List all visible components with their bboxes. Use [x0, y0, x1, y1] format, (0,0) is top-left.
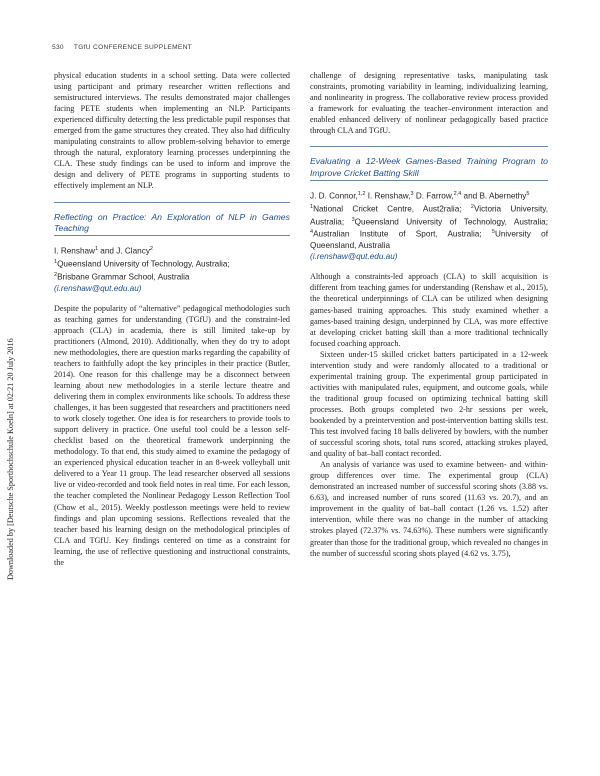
- author-email[interactable]: (i.renshaw@qut.edu.au): [310, 252, 398, 262]
- abstract-title: Reflecting on Practice: An Exploration of NLP in Games Teaching: [54, 211, 290, 234]
- abstract-continuation: physical education students in a school setting. Data were collected using participant and primary researcher written reflections and semistructured interviews. The results demonstrated major challenges facing PETE students when implementing an NLP. Participants experienced difficulty detecting the less predictable pupil responses that emerged from the game structures they created. They also had difficulty manipulating constraints to allow problem-solving behavior to emerge through the natural, exploratory learning processes underpinning the CLA. These study findings can be used to inform and improve the design and delivery of PETE programs in supporting students to effectively implement an NLP.: [54, 71, 290, 191]
- abstract-paragraph: An analysis of variance was used to examine between- and within-group differences over time. The experimental group (CLA) demonstrated an increased number of successful scoring shots (3.88 vs. 6.63), and increased number of runs scored (11.63 vs. 20.7), and an improvement in the quality of bat–ball contact (1.26 vs. 1.52) after intervention, while there was no change in the number of attacking strokes played (72.37% vs. 74.63%). These numbers were significantly greater than those for the traditional group, which revealed no changes in the number of successful scoring shots played (4.62 vs. 3.75),: [310, 460, 548, 558]
- running-header: [52, 44, 192, 51]
- download-note: Downloaded by [Deutsche Sporthochschule Koeln] at 02:21 20 July 2016: [6, 338, 15, 580]
- abstract-body: Despite the popularity of “alternative” pedagogical methodologies such as teaching games for understanding (TGfU) and the constraint-led approach (CLA) in academia, there is still limited take-up by practitioners (Almond, 2010). Additionally, when they do try to adopt new methodologies, there are question marks regarding the capability of teachers to faithfully adopt the key principles in their practice (Butler, 2014). One reason for this challenge may be a disconnect between learning about new methodologies in a sterile lecture theatre and delivering them in complex environments like schools. To address these challenges, it has been suggested that researchers and practitioners need to work closely together. One idea is for researchers to provide tools to support delivery in practice. One useful tool could be a lesson self-checklist based on the theoretical framework underpinning the methodology. To that end, this study aimed to examine the pedagogy of an experienced physical education teacher in an 8-week volleyball unit delivered to a Year 11 group. The lead researcher observed all sessions live or video-recorded and took field notes in real time. For each lesson, the teacher completed the Nonlinear Pedagogy Lesson Reflection Tool (Chow et al., 2015). Weekly postlesson meetings were held to review findings and plan upcoming sessions. Reflections revealed that the teacher based his learning design on the methodological principles of CLA and TGfU. Key findings centered on time as a constraint for learning, the use of reflective questioning and instructional constraints, the: [54, 303, 290, 567]
- abstract-paragraph: Although a constraints-led approach (CLA) to skill acquisition is different from teaching games for understanding (Renshaw et al., 2015), the theoretical underpinnings of CLA can be utilized when designing games-based training approaches. This study examined whether a games-based training design, underpinned by CLA, was more effective at developing cricket batting skill than a more traditional technically focused coaching approach.: [310, 272, 548, 348]
- running-title: TGfU CONFERENCE SUPPLEMENT: [73, 44, 192, 51]
- affiliation: $^1$Queensland University of Technology, Australia;: [54, 258, 230, 269]
- left-column: [54, 70, 290, 568]
- affiliations: $^1$National Cricket Centre, Aust2ralia; $^2$Victoria University, Australia; $^3$Queensland University of Technology, Australia; $^4$Australian Institute of Sport, Australia; $^5$University of Queensland, Australia: [310, 203, 548, 251]
- page-number: 530: [52, 44, 64, 51]
- right-column: [310, 70, 548, 559]
- abstract-continuation: challenge of designing representative tasks, manipulating task constraints, promoting variability in learning, individualizing learning, and nonlinearity in progress. The collaborative review process provided a framework for evaluating the teacher–environment interaction and enabled enhanced delivery of nonlinear pedagogically based practice through CLA and TGfU.: [310, 71, 548, 136]
- author-list: J. D. Connor,$^{1,2}$ I. Renshaw,$^3$ D. Farrow,$^{2,4}$ and B. Abernethy$^5$: [310, 190, 530, 201]
- author-list: I. Renshaw$^1$ and J. Clancy$^2$: [54, 246, 153, 256]
- abstract-title: Evaluating a 12-Week Games-Based Training Program to Improve Cricket Batting Skill: [310, 156, 548, 179]
- download-watermark: [6, 250, 20, 580]
- author-email[interactable]: (i.renshaw@qut.edu.au): [54, 283, 142, 293]
- abstract-paragraph: Sixteen under-15 skilled cricket batters participated in a 12-week intervention study and were randomly allocated to a traditional or experimental training group. The experimental group participated in activities with manipulated rules, equipment, and outcome goals, while the traditional group focused on optimizing technical batting skill processes. Both groups completed two 2-hr sessions per week, bookended by a preintervention and post-intervention batting skills test. This test involved facing 18 balls delivered by bowlers, with the number of successful scoring shots, total runs scored, attacking strokes played, and quality of bat–ball contact recorded.: [310, 349, 548, 459]
- affiliation: $^2$Brisbane Grammar School, Australia: [54, 271, 190, 282]
